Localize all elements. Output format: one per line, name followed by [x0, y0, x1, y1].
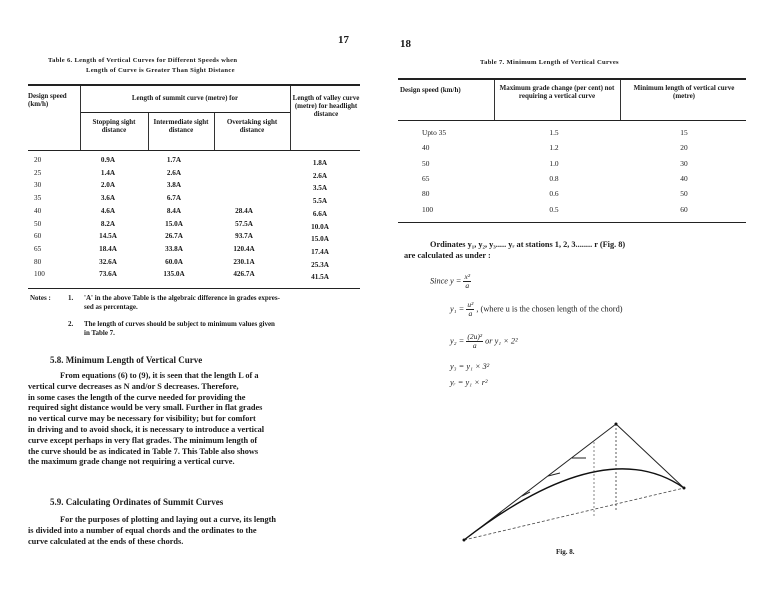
- equation-y3: y₃ = y₁ × 3²: [450, 362, 490, 371]
- table-7-cell-grade: 0.6: [549, 189, 559, 199]
- table-6-cell-speed: 50: [34, 219, 42, 228]
- figure-caption: Fig. 8.: [556, 548, 575, 556]
- col-header-grade: Maximum grade change (per cent) not requiring a vertical curve: [499, 84, 615, 100]
- table-6-cell-stopping: 73.6A: [99, 270, 117, 279]
- right-page: [384, 0, 768, 605]
- table-6-cell-stopping: 8.2A: [100, 219, 116, 228]
- table-6-cell-overtaking: 230.1A: [233, 257, 255, 266]
- equation-yr: yᵣ = y₁ × r²: [450, 378, 488, 387]
- chord-line: [464, 488, 684, 540]
- note-2-line1: The length of curves should be subject to minimum values given: [84, 320, 275, 328]
- table-6-cell-stopping: 32.6A: [99, 257, 117, 266]
- table-6-cell-valley: 3.5A: [312, 184, 328, 193]
- equation-since-label: Since y =: [430, 276, 462, 286]
- paragraph-line: the maximum grade change not requiring a vertical curve.: [28, 457, 235, 467]
- paragraph-line: the curve should be as indicated in Table 7. This Table also shows: [28, 446, 259, 456]
- col-header-length: Minimum length of vertical curve (metre): [633, 84, 735, 100]
- table-6-cell-intermediate: 3.8A: [166, 181, 182, 190]
- ordinates-text-line1: Ordinates y₁, y₂, y₃..... yᵣ at stations 1, 2, 3........ r (Fig. 8): [430, 240, 626, 249]
- equation-lhs: y₂ =: [450, 336, 465, 346]
- table-6-cell-intermediate: 1.7A: [166, 156, 182, 164]
- table-6-cell-stopping: 18.4A: [99, 244, 117, 253]
- paragraph-line: is divided into a number of equal chords and the ordinates to the: [28, 525, 257, 535]
- table-bottom-rule: [398, 222, 746, 223]
- table-6-cell-overtaking: 426.7A: [233, 270, 255, 279]
- paragraph-line: in some cases the length of the curve needed for providing the: [28, 392, 246, 402]
- table-7-cell-length: 20: [680, 143, 688, 153]
- table-6-cell-stopping: 1.4A: [100, 168, 116, 177]
- point: [615, 423, 618, 426]
- table-7-cell-speed: 50: [422, 158, 430, 168]
- equation-y1: [450, 301, 622, 318]
- fig-8-diagram: [444, 412, 704, 552]
- table-6-cell-intermediate: 33.8A: [165, 244, 183, 253]
- col-header-design-speed: Design speed (km/h): [28, 92, 67, 108]
- paragraph-line: curve calculated at the ends of these chords.: [28, 536, 184, 546]
- table-6-cell-valley: 41.5A: [311, 273, 329, 282]
- table-7-cell-speed: Upto 35: [422, 128, 447, 137]
- table-divider: [290, 86, 291, 150]
- table-6-cell-valley: 6.6A: [312, 209, 328, 218]
- paragraph-line: From equations (6) to (9), it is seen that the length L of a: [60, 371, 259, 380]
- table-7-cell-speed: 65: [422, 173, 430, 183]
- table-6-cell-overtaking: 57.5A: [235, 219, 253, 228]
- table-7-title: Table 7. Minimum Length of Vertical Curves: [480, 59, 619, 66]
- table-6-cell-overtaking: 120.4A: [233, 244, 255, 253]
- equation-since: [430, 273, 471, 290]
- table-header-rule: [28, 150, 360, 151]
- table-6-cell-overtaking: 93.7A: [235, 232, 253, 241]
- notes-label: Notes :: [30, 294, 51, 302]
- table-6-cell-intermediate: 60.0A: [165, 257, 183, 266]
- note-1-line2: sed as percentage.: [84, 303, 138, 311]
- equation-rhs: or y₁ × 2²: [485, 336, 518, 346]
- col-header-overtaking: Overtaking sight distance: [226, 118, 278, 134]
- fraction: [466, 333, 483, 350]
- table-6-cell-valley: 5.5A: [312, 197, 328, 206]
- table-bottom-rule: [28, 288, 360, 289]
- tangent-line: [616, 424, 684, 488]
- table-header-rule: [398, 120, 746, 121]
- table-7-cell-grade: 1.0: [549, 158, 559, 168]
- paragraph-line: in driving and to avoid shock, it is necessary to introduce a vertical: [28, 425, 265, 434]
- table-6-cell-intermediate: 2.6A: [166, 168, 182, 177]
- table-divider: [80, 86, 81, 150]
- table-6-title-line1: Table 6. Length of Vertical Curves for Different Speeds when: [48, 57, 238, 64]
- table-6-cell-speed: 40: [34, 206, 42, 215]
- table-7-cell-length: 40: [680, 173, 688, 183]
- table-6-cell-valley: 25.3A: [311, 260, 329, 269]
- table-6-cell-valley: 10.0A: [311, 222, 329, 231]
- col-header-summit: Length of summit curve (metre) for: [131, 94, 239, 102]
- table-6-cell-intermediate: 6.7A: [166, 194, 182, 203]
- table-divider: [148, 113, 149, 150]
- paragraph-line: curve except perhaps in very flat grades. The minimum length of: [28, 435, 258, 445]
- table-6-cell-valley: 2.6A: [312, 171, 328, 180]
- paragraph-line: For the purposes of plotting and laying out a curve, its length: [60, 515, 277, 524]
- table-6-cell-intermediate: 135.0A: [163, 270, 185, 279]
- paragraph-line: required sight distance would be very small. Further in flat grades: [28, 403, 263, 413]
- fraction: [466, 301, 474, 318]
- section-5-9-heading: 5.9. Calculating Ordinates of Summit Curves: [50, 497, 224, 507]
- col-header-stopping: Stopping sight distance: [92, 118, 136, 134]
- table-6-cell-valley: 17.4A: [311, 247, 329, 256]
- section-5-8-heading: 5.8. Minimum Length of Vertical Curve: [50, 355, 203, 365]
- page-number: 18: [400, 38, 411, 50]
- table-6-cell-stopping: 3.6A: [100, 194, 116, 203]
- note-2-number: 2.: [68, 320, 74, 328]
- col-header-speed: Design speed (km/h): [400, 86, 461, 94]
- ordinates-text-line2: are calculated as under :: [404, 251, 491, 260]
- table-6-cell-intermediate: 8.4A: [166, 206, 182, 215]
- table-7-cell-speed: 40: [422, 143, 430, 153]
- table-6-cell-speed: 20: [34, 156, 42, 164]
- table-6-cell-stopping: 0.9A: [100, 156, 116, 164]
- equation-note: , (where u is the chosen length of the chord): [476, 304, 623, 314]
- table-divider: [214, 113, 215, 150]
- table-7-cell-length: 50: [680, 189, 688, 199]
- table-top-rule: [398, 78, 746, 80]
- table-6-cell-stopping: 14.5A: [99, 232, 117, 241]
- table-7-cell-grade: 0.5: [549, 204, 559, 214]
- table-6-cell-speed: 25: [34, 168, 42, 177]
- table-6-cell-overtaking: 28.4A: [235, 206, 253, 215]
- table-7-cell-grade: 0.8: [549, 173, 559, 183]
- table-6-cell-stopping: 4.6A: [100, 206, 116, 215]
- table-6-cell-stopping: 2.0A: [100, 181, 116, 190]
- numerator: (2u)²: [467, 332, 483, 341]
- denominator: a: [468, 309, 473, 318]
- table-7-cell-speed: 80: [422, 189, 430, 199]
- table-6-cell-speed: 80: [34, 257, 42, 266]
- equation-lhs: y₁ =: [450, 304, 465, 314]
- table-subheader-rule: [80, 112, 290, 113]
- numerator: u²: [467, 300, 474, 309]
- table-7-cell-length: 15: [680, 128, 688, 137]
- note-1-line1: 'A' in the above Table is the algebraic difference in grades expres-: [84, 294, 280, 302]
- summit-curve: [464, 469, 684, 540]
- note-2-line2: in Table 7.: [84, 329, 115, 337]
- table-divider: [620, 80, 621, 120]
- page-number: 17: [338, 34, 349, 46]
- paragraph-line: no vertical curve may be necessary for visibility; but for comfort: [28, 414, 256, 424]
- table-6-cell-speed: 65: [34, 244, 42, 253]
- table-6-cell-valley: 15.0A: [311, 235, 329, 244]
- table-6-cell-intermediate: 26.7A: [165, 232, 183, 241]
- equation-y2: [450, 333, 518, 350]
- denominator: a: [472, 341, 477, 350]
- table-6-cell-speed: 60: [34, 232, 42, 241]
- table-7-cell-grade: 1.5: [549, 128, 559, 137]
- note-1-number: 1.: [68, 294, 74, 302]
- table-divider: [494, 80, 495, 120]
- table-6-cell-intermediate: 15.0A: [165, 219, 183, 228]
- table-7-cell-length: 60: [680, 204, 688, 214]
- point: [683, 487, 686, 490]
- table-6-cell-speed: 35: [34, 194, 42, 203]
- paragraph-line: vertical curve decreases as N and/or S decreases. Therefore,: [28, 381, 239, 391]
- table-6-cell-valley: 1.8A: [312, 159, 328, 167]
- table-7-cell-speed: 100: [422, 204, 434, 214]
- table-6-title-line2: Length of Curve is Greater Than Sight Distance: [86, 67, 235, 74]
- numerator: x²: [464, 272, 471, 281]
- fraction: [463, 273, 471, 290]
- denominator: a: [465, 281, 470, 290]
- col-header-valley: Length of valley curve (metre) for headlight distance: [292, 94, 360, 118]
- col-header-intermediate: Intermediate sight distance: [153, 118, 209, 134]
- table-7-cell-grade: 1.2: [549, 143, 559, 153]
- table-top-rule: [28, 84, 360, 86]
- table-7-cell-length: 30: [680, 158, 688, 168]
- table-6-cell-speed: 30: [34, 181, 42, 190]
- point: [463, 539, 466, 542]
- table-6-cell-speed: 100: [34, 270, 45, 279]
